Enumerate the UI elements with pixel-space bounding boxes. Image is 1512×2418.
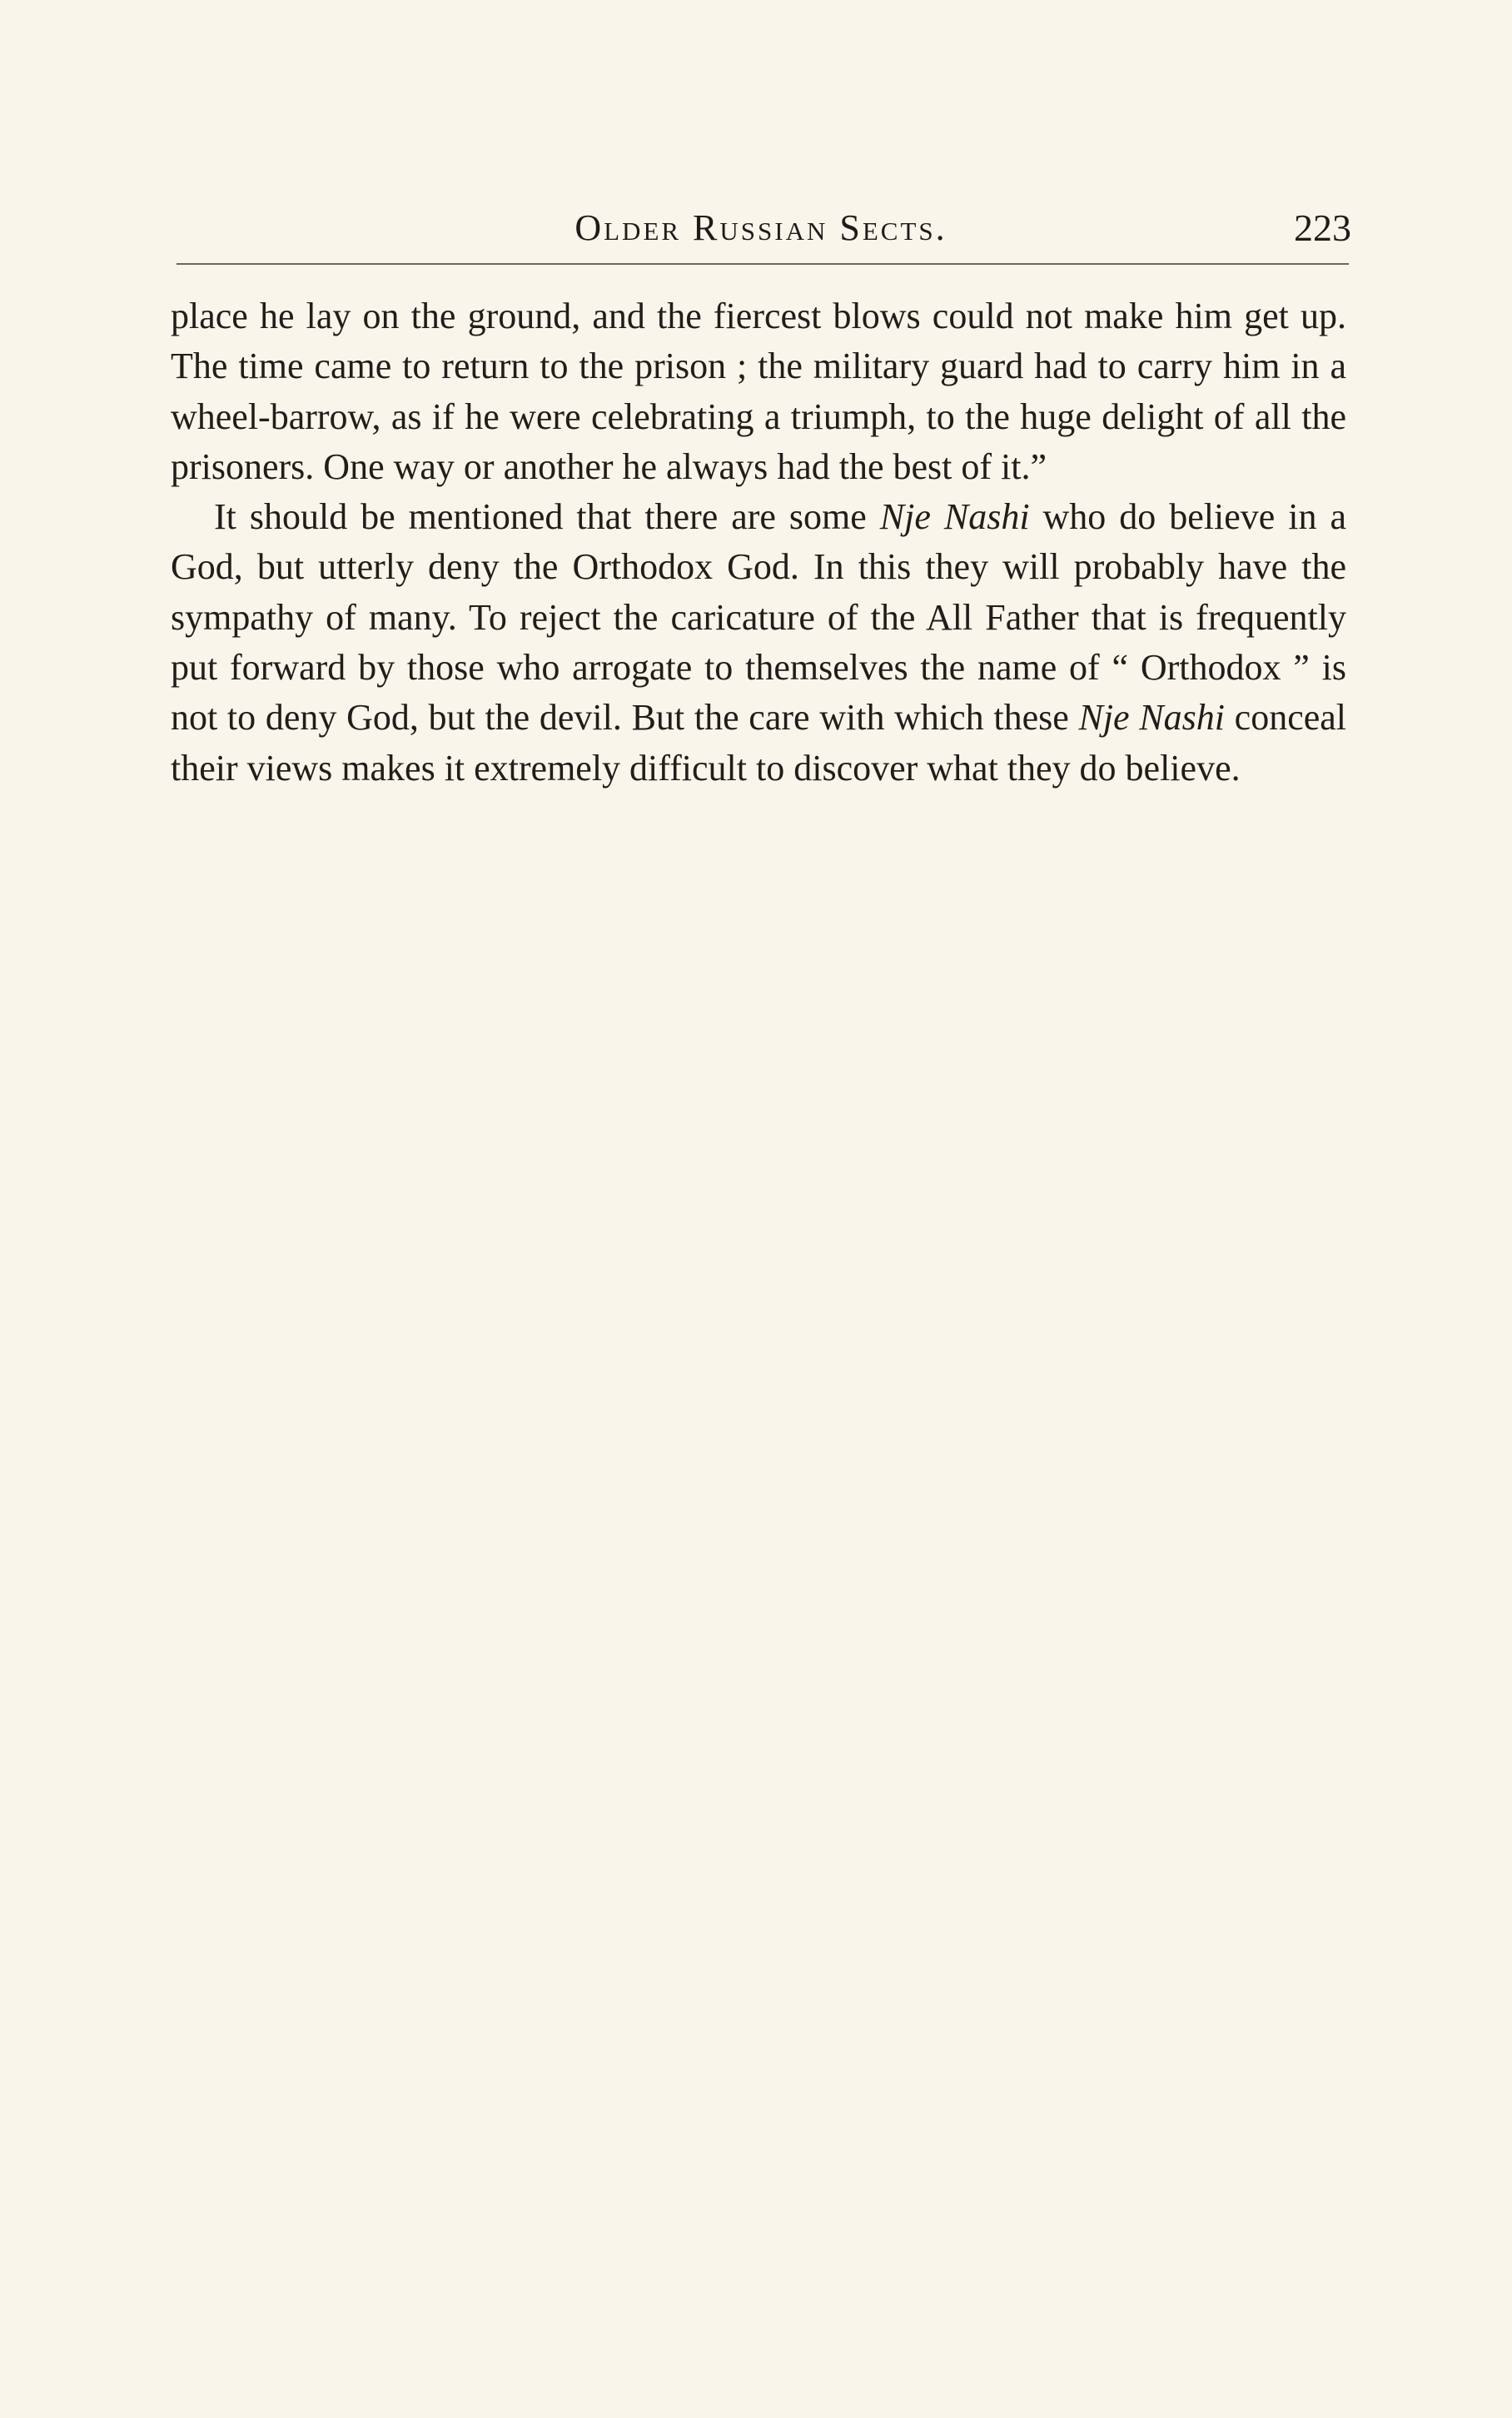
- paragraph-2-text-1: It should be mentioned that there are some: [214, 496, 880, 538]
- page-header: [171, 200, 1351, 256]
- body-text: [171, 291, 1346, 794]
- italic-term-nje-nashi-2: Nje Nashi: [1078, 697, 1225, 739]
- header-rule: [177, 263, 1349, 265]
- paragraph-1: place he lay on the ground, and the fiercest blows could not make him get up. The time came to return to the prison ; the military guard had to carry him in a wheel-barrow, as if he were celebrating a triumph, to the huge delight of all the prisoners. One way or another he always had the best of it.”: [171, 296, 1346, 487]
- page-number: 223: [1294, 206, 1351, 249]
- paragraph-2-text-2: who do believe in a God, but utterly deny the Orthodox God. In this they will probably have the sympathy of many. To reject the caricature of the All Father that is frequently put forward by those who arrogate to themselves the name of “ Orthodox ” is not to deny God, but the devil. But the care with which these: [171, 496, 1346, 739]
- paragraph-2-text-3: conceal their views makes it extremely difficult to discover what they do believe.: [171, 697, 1347, 789]
- paragraph-2: [171, 492, 1346, 794]
- running-title: Older Russian Sects.: [574, 207, 947, 248]
- italic-term-nje-nashi: Nje Nashi: [879, 496, 1030, 538]
